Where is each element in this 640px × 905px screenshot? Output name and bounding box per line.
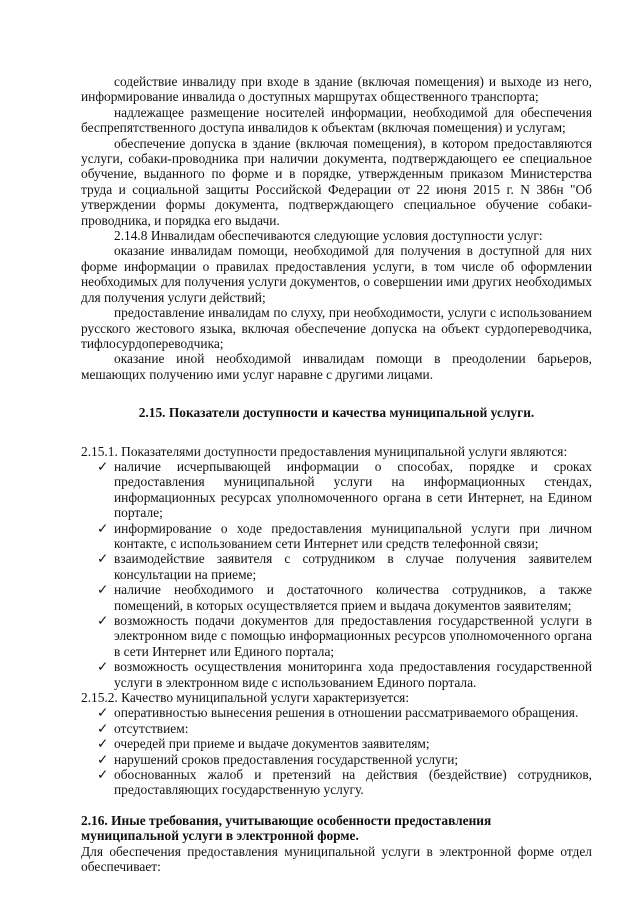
check-icon: ✓ [97, 736, 109, 752]
check-icon: ✓ [97, 751, 109, 767]
check-icon: ✓ [97, 613, 109, 628]
section-heading-2-16: 2.16. Иные требования, учитывающие особенности предоставления [81, 812, 492, 828]
check-icon: ✓ [97, 705, 109, 721]
check-icon: ✓ [97, 551, 109, 567]
list-item [81, 582, 592, 613]
check-icon: ✓ [97, 520, 109, 536]
list-item [81, 659, 592, 690]
check-icon: ✓ [97, 659, 109, 675]
list-item [81, 705, 592, 720]
list-item-text: обоснованных жалоб и претензий на действия (бездействие) сотрудников, предоставляющих государственную услугу. [114, 767, 592, 798]
spacer [81, 798, 592, 813]
paragraph-other-help: оказание иной необходимой инвалидам помощи в преодолении барьеров, мешающих получению ими услуг наравне с другими лицами. [81, 351, 592, 382]
list-item-text: возможность подачи документов для предоставления государственной услуги в электронном виде с помощью информационных ресурсов уполномоченного органа в сети Интернет или Единого портала; [114, 613, 592, 659]
list-item-text: возможность осуществления мониторинга хода предоставления государственной услуги в электронном виде с использованием Единого портала. [114, 659, 592, 690]
list-item [81, 551, 592, 582]
list-item-text: взаимодействие заявителя с сотрудником в случае получения заявителем консультации на приеме; [114, 551, 592, 582]
list-item [81, 752, 592, 767]
list-item-text: наличие исчерпывающей информации о способах, порядке и сроках предоставления муниципальной услуги на информационных стендах, информационных ресурсах уполномоченного органа в сети Интернет, на Едином портале; [114, 458, 592, 521]
check-icon: ✓ [97, 582, 109, 598]
list-item-text: наличие необходимого и достаточного количества сотрудников, а также помещений, в которых осуществляется прием и выдача документов заявителям; [114, 582, 592, 613]
paragraph-sign-language: предоставление инвалидам по слуху, при необходимости, услуги с использованием русского жестового языка, включая обеспечение допуска на объект сурдопереводчика, тифлосурдопереводчика; [81, 305, 592, 351]
list-item [81, 521, 592, 552]
check-icon: ✓ [97, 767, 109, 783]
list-item-text: нарушений сроков предоставления государственной услуги; [114, 751, 459, 767]
paragraph-help-disabled: оказание инвалидам помощи, необходимой для получения в доступной для них форме информации о правилах предоставления услуги, в том числе об оформлении необходимых для получения услуги документов, о совершении ими других необходимых для получения услуги действий; [81, 243, 592, 305]
list-item-text: информирование о ходе предоставления муниципальной услуги при личном контакте, с использованием сети Интернет или средств телефонной связи; [114, 520, 592, 551]
list-item [81, 736, 592, 751]
list-item [81, 721, 592, 736]
checklist-quality [81, 705, 592, 797]
list-item-text: очередей при приеме и выдаче документов заявителям; [114, 736, 430, 752]
paragraph-2-15-1: 2.15.1. Показателями доступности предоставления муниципальной услуги являются: [81, 443, 568, 459]
paragraph-assist-entry: содействие инвалиду при входе в здание (включая помещения) и выходе из него, информирование инвалида о доступных маршрутах общественного транспорта; [81, 74, 592, 105]
list-item [81, 459, 592, 521]
checklist-availability [81, 459, 592, 690]
paragraph-guide-dog: обеспечение допуска в здание (включая помещения), в котором предоставляются услуги, собаки-проводника при наличии документа, подтверждающего ее специальное обучение, выданного по форме и в порядке, утвержденным приказом Министерства труда и социальной защиты Российской Федерации от 22 июня 2015 г. N 386н "Об утверждении формы документа, подтверждающего специальное обучение собаки-проводника, и порядка его выдачи. [81, 135, 592, 228]
check-icon: ✓ [97, 720, 109, 736]
section-heading-2-16-cont: муниципальной услуги в электронной форме. [81, 828, 359, 844]
section-heading-2-15: 2.15. Показатели доступности и качества муниципальной услуги. [138, 405, 535, 421]
document-page [81, 74, 592, 875]
check-icon: ✓ [97, 458, 109, 474]
paragraph-2-14-8: 2.14.8 Инвалидам обеспечиваются следующие условия доступности услуг: [114, 228, 543, 244]
list-item [81, 613, 592, 659]
paragraph-2-15-2: 2.15.2. Качество муниципальной услуги характеризуется: [81, 690, 410, 706]
list-item [81, 767, 592, 798]
list-item-text: отсутствием: [114, 720, 189, 736]
paragraph-info-carriers: надлежащее размещение носителей информации, необходимой для обеспечения беспрепятственного доступа инвалидов к объектам (включая помещения) и услугам; [81, 104, 592, 136]
paragraph-electronic-form: Для обеспечения предоставления муниципальной услуги в электронной форме отдел обеспечивает: [81, 843, 592, 875]
list-item-text: оперативностью вынесения решения в отношении рассматриваемого обращения. [114, 705, 579, 721]
